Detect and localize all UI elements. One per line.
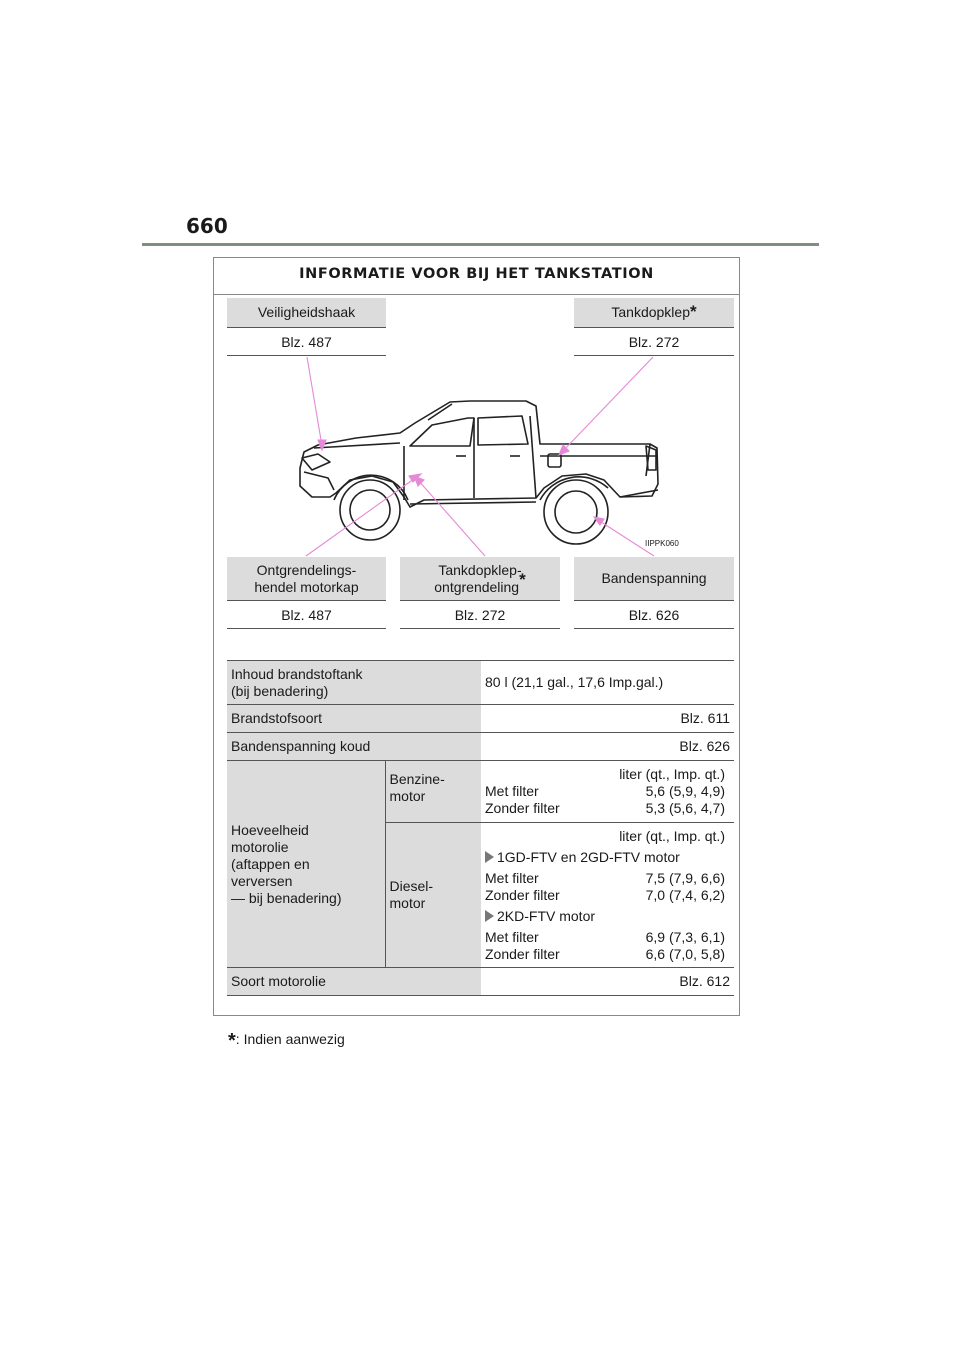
oil-quantity-label: Hoeveelheid motorolie (aftappen en verversen — bij benadering)	[227, 761, 385, 968]
tank-capacity-value: 80 l (21,1 gal., 17,6 Imp.gal.)	[481, 661, 734, 705]
table-row	[227, 705, 734, 733]
petrol-oil-values: liter (qt., Imp. qt.) Met filter 5,6 (5,9, 4,9) Zonder filter 5,3 (5,6, 4,7)	[481, 761, 734, 823]
cold-tire-pressure-label: Bandenspanning koud	[227, 733, 481, 761]
label-hood-release: Ontgrendelings- hendel motorkap	[227, 557, 386, 601]
footnote: *: Indien aanwezig	[228, 1030, 345, 1052]
label-fuel-door: Tankdopklep *	[574, 298, 734, 328]
label-tire-pressure: Bandenspanning	[574, 557, 734, 601]
table-row	[227, 761, 734, 823]
fuel-door-release-page-ref: Blz. 272	[400, 602, 560, 629]
tire-pressure-page-ref: Blz. 626	[574, 602, 734, 629]
tank-capacity-label: Inhoud brandstoftank (bij benadering)	[227, 661, 481, 705]
table-row	[227, 968, 734, 996]
oil-type-label: Soort motorolie	[227, 968, 481, 996]
fuel-door-page-ref: Blz. 272	[574, 329, 734, 356]
hood-release-page-ref: Blz. 487	[227, 602, 386, 629]
safety-hook-page-ref: Blz. 487	[227, 329, 386, 356]
triangle-bullet-icon	[485, 910, 494, 922]
oil-type-value: Blz. 612	[481, 968, 734, 996]
fuel-type-label: Brandstofsoort	[227, 705, 481, 733]
triangle-bullet-icon	[485, 851, 494, 863]
illustration-code: IIPPK060	[645, 539, 679, 548]
table-row	[227, 661, 734, 705]
table-row	[227, 733, 734, 761]
diesel-engine-label: Diesel- motor	[385, 823, 481, 968]
label-safety-hook: Veiligheidshaak	[227, 298, 386, 328]
diesel-oil-values: liter (qt., Imp. qt.) 1GD-FTV en 2GD-FTV motor Met filter 7,5 (7,9, 6,6) Zonder filter 7,0 (7,4, 6,2) 2KD-FTV motor Met filter 6,9 (7,3, 6,1) Zonder filter 6,6 (7,0, 5,8)	[481, 823, 734, 968]
fuel-type-value: Blz. 611	[481, 705, 734, 733]
cold-tire-pressure-value: Blz. 626	[481, 733, 734, 761]
label-fuel-door-release: Tankdopklep- ontgrendeling*	[400, 557, 560, 601]
fuel-info-table	[227, 660, 734, 996]
petrol-engine-label: Benzine- motor	[385, 761, 481, 823]
frame-title: INFORMATIE VOOR BIJ HET TANKSTATION	[214, 258, 739, 295]
page-number: 660	[186, 214, 228, 238]
asterisk-mark: *	[519, 569, 526, 589]
